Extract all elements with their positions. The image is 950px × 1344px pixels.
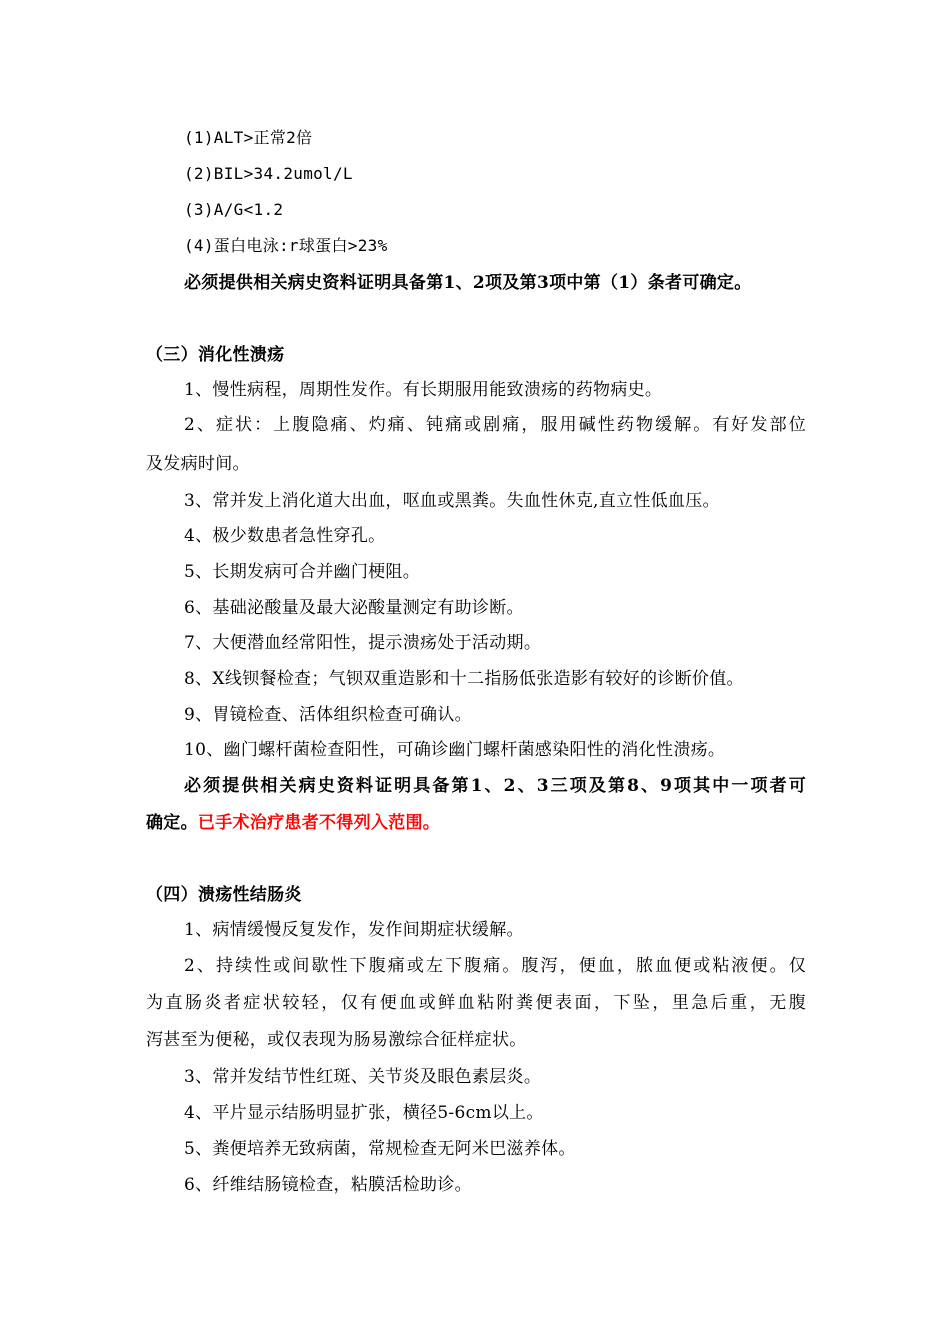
ulcer-item-4: 4、极少数患者急性穿孔。 xyxy=(184,526,386,546)
ulcer-item-2-cont: 及发病时间。 xyxy=(146,454,250,474)
ulcer-item-7: 7、大便潜血经常阳性，提示溃疡处于活动期。 xyxy=(184,633,542,653)
ulcer-item-10: 10、幽门螺杆菌检查阳性，可确诊幽门螺杆菌感染阳性的消化性溃疡。 xyxy=(184,740,726,760)
ulcer-item-1: 1、慢性病程，周期性发作。有长期服用能致溃疡的药物病史。 xyxy=(184,380,663,400)
hepatitis-requirement: 必须提供相关病史资料证明具备第1、2项及第3项中第（1）条者可确定。 xyxy=(184,273,752,293)
lab-item-bil: (2)BIL>34.2umol/L xyxy=(184,164,353,183)
colitis-item-3: 3、常并发结节性红斑、关节炎及眼色素层炎。 xyxy=(184,1067,542,1087)
colitis-item-2-cont2: 泻甚至为便秘，或仅表现为肠易激综合征样症状。 xyxy=(146,1030,527,1050)
colitis-item-1: 1、病情缓慢反复发作，发作间期症状缓解。 xyxy=(184,920,524,940)
lab-item-ag: (3)A/G<1.2 xyxy=(184,200,284,219)
colitis-item-2-cont1: 为直肠炎者症状较轻，仅有便血或鲜血粘附粪便表面，下坠，里急后重，无腹 xyxy=(146,993,806,1013)
ulcer-requirement-line2 xyxy=(146,811,440,835)
ulcer-requirement-line1: 必须提供相关病史资料证明具备第1、2、3三项及第8、9项其中一项者可 xyxy=(184,776,806,796)
ulcer-item-8: 8、X线钡餐检查；气钡双重造影和十二指肠低张造影有较好的诊断价值。 xyxy=(184,669,744,689)
ulcer-item-2: 2、症状：上腹隐痛、灼痛、钝痛或剧痛，服用碱性药物缓解。有好发部位 xyxy=(184,415,806,435)
colitis-item-2: 2、持续性或间歇性下腹痛或左下腹痛。腹泻，便血，脓血便或粘液便。仅 xyxy=(184,956,806,976)
lab-item-alt: (1)ALT>正常2倍 xyxy=(184,128,313,147)
colitis-item-5: 5、粪便培养无致病菌，常规检查无阿米巴滋养体。 xyxy=(184,1139,576,1159)
colitis-item-6: 6、纤维结肠镜检查，粘膜活检助诊。 xyxy=(184,1175,472,1195)
colitis-item-4: 4、平片显示结肠明显扩张，横径5-6cm以上。 xyxy=(184,1103,544,1123)
lab-item-electrophoresis: (4)蛋白电泳:r球蛋白>23% xyxy=(184,236,388,255)
ulcer-item-9: 9、胃镜检查、活体组织检查可确认。 xyxy=(184,705,472,725)
ulcer-item-3: 3、常并发上消化道大出血，呕血或黑粪。失血性休克,直立性低血压。 xyxy=(184,491,720,511)
ulcer-item-6: 6、基础泌酸量及最大泌酸量测定有助诊断。 xyxy=(184,598,524,618)
ulcer-item-5: 5、长期发病可合并幽门梗阻。 xyxy=(184,562,421,582)
colitis-heading: （四）溃疡性结肠炎 xyxy=(146,885,302,905)
ulcer-heading: （三）消化性溃疡 xyxy=(146,345,285,365)
ulcer-requirement-confirm: 确定。 xyxy=(146,813,198,833)
ulcer-exclusion-note: 已手术治疗患者不得列入范围。 xyxy=(197,813,441,833)
